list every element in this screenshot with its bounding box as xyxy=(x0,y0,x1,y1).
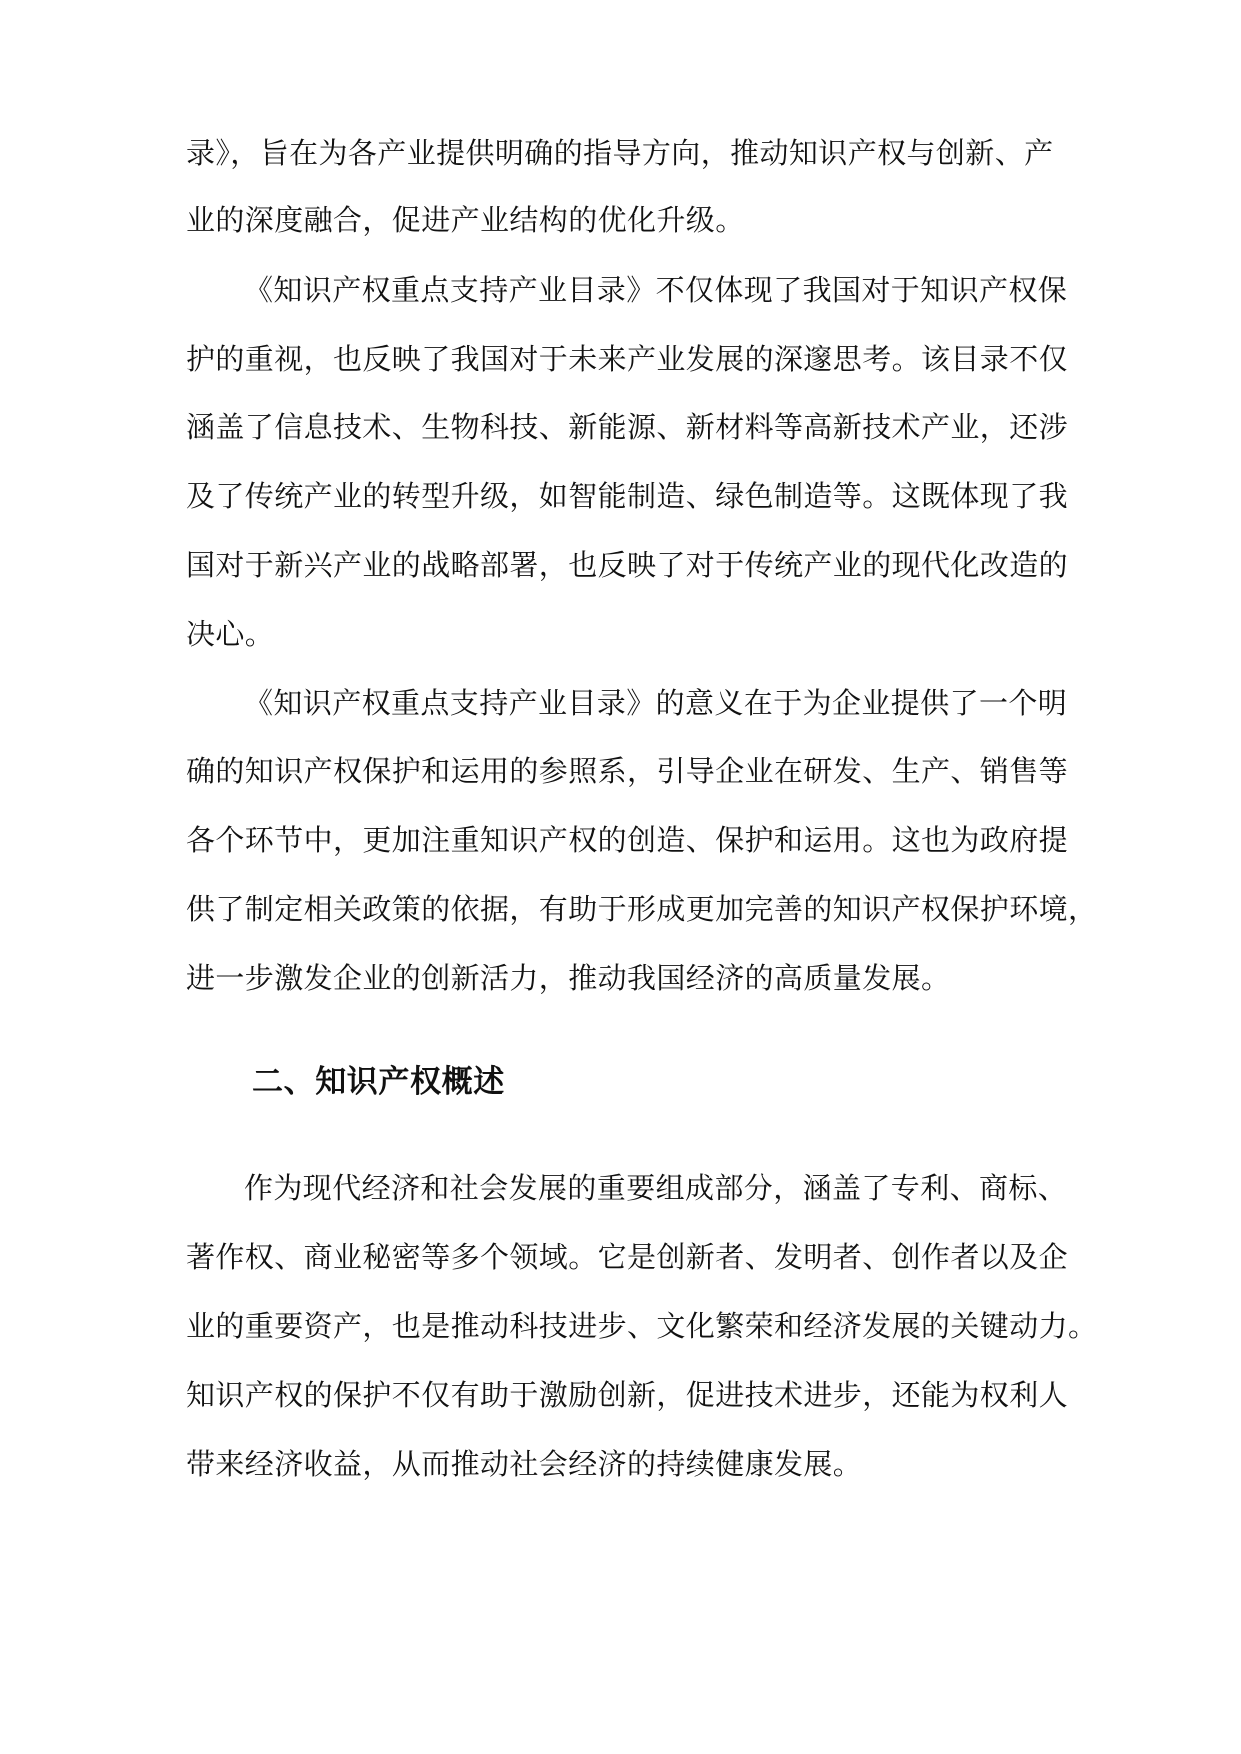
section-line-5: 带来经济收益，从而推动社会经济的持续健康发展。 xyxy=(186,1447,863,1481)
paragraph-3-line-4: 供了制定相关政策的依据，有助于形成更加完善的知识产权保护环境， xyxy=(186,892,1098,926)
section-line-2: 著作权、商业秘密等多个领域。它是创新者、发明者、创作者以及企 xyxy=(186,1240,1069,1274)
paragraph-2-line-2: 护的重视，也反映了我国对于未来产业发展的深邃思考。该目录不仅 xyxy=(186,342,1069,376)
section-line-1: 作为现代经济和社会发展的重要组成部分，涵盖了专利、商标、 xyxy=(244,1171,1068,1205)
section-heading: 二、知识产权概述 xyxy=(252,1064,505,1100)
paragraph-2-line-6: 决心。 xyxy=(186,617,275,651)
paragraph-2-line-3: 涵盖了信息技术、生物科技、新能源、新材料等高新技术产业，还涉 xyxy=(186,410,1069,444)
paragraph-3-line-2: 确的知识产权保护和运用的参照系，引导企业在研发、生产、销售等 xyxy=(186,754,1069,788)
section-line-4: 知识产权的保护不仅有助于激励创新，促进技术进步，还能为权利人 xyxy=(186,1378,1069,1412)
paragraph-3-line-3: 各个环节中，更加注重知识产权的创造、保护和运用。这也为政府提 xyxy=(186,823,1069,857)
paragraph-3-line-1: 《知识产权重点支持产业目录》的意义在于为企业提供了一个明 xyxy=(244,686,1068,720)
paragraph-2-line-1: 《知识产权重点支持产业目录》不仅体现了我国对于知识产权保 xyxy=(244,273,1068,307)
paragraph-1-line-2: 业的深度融合，促进产业结构的优化升级。 xyxy=(186,203,745,237)
section-line-3: 业的重要资产，也是推动科技进步、文化繁荣和经济发展的关键动力。 xyxy=(186,1309,1098,1343)
paragraph-1-line-1: 录》，旨在为各产业提供明确的指导方向，推动知识产权与创新、产 xyxy=(186,136,1054,170)
paragraph-2-line-5: 国对于新兴产业的战略部署，也反映了对于传统产业的现代化改造的 xyxy=(186,548,1069,582)
paragraph-2-line-4: 及了传统产业的转型升级，如智能制造、绿色制造等。这既体现了我 xyxy=(186,479,1069,513)
paragraph-3-line-5: 进一步激发企业的创新活力，推动我国经济的高质量发展。 xyxy=(186,961,951,995)
